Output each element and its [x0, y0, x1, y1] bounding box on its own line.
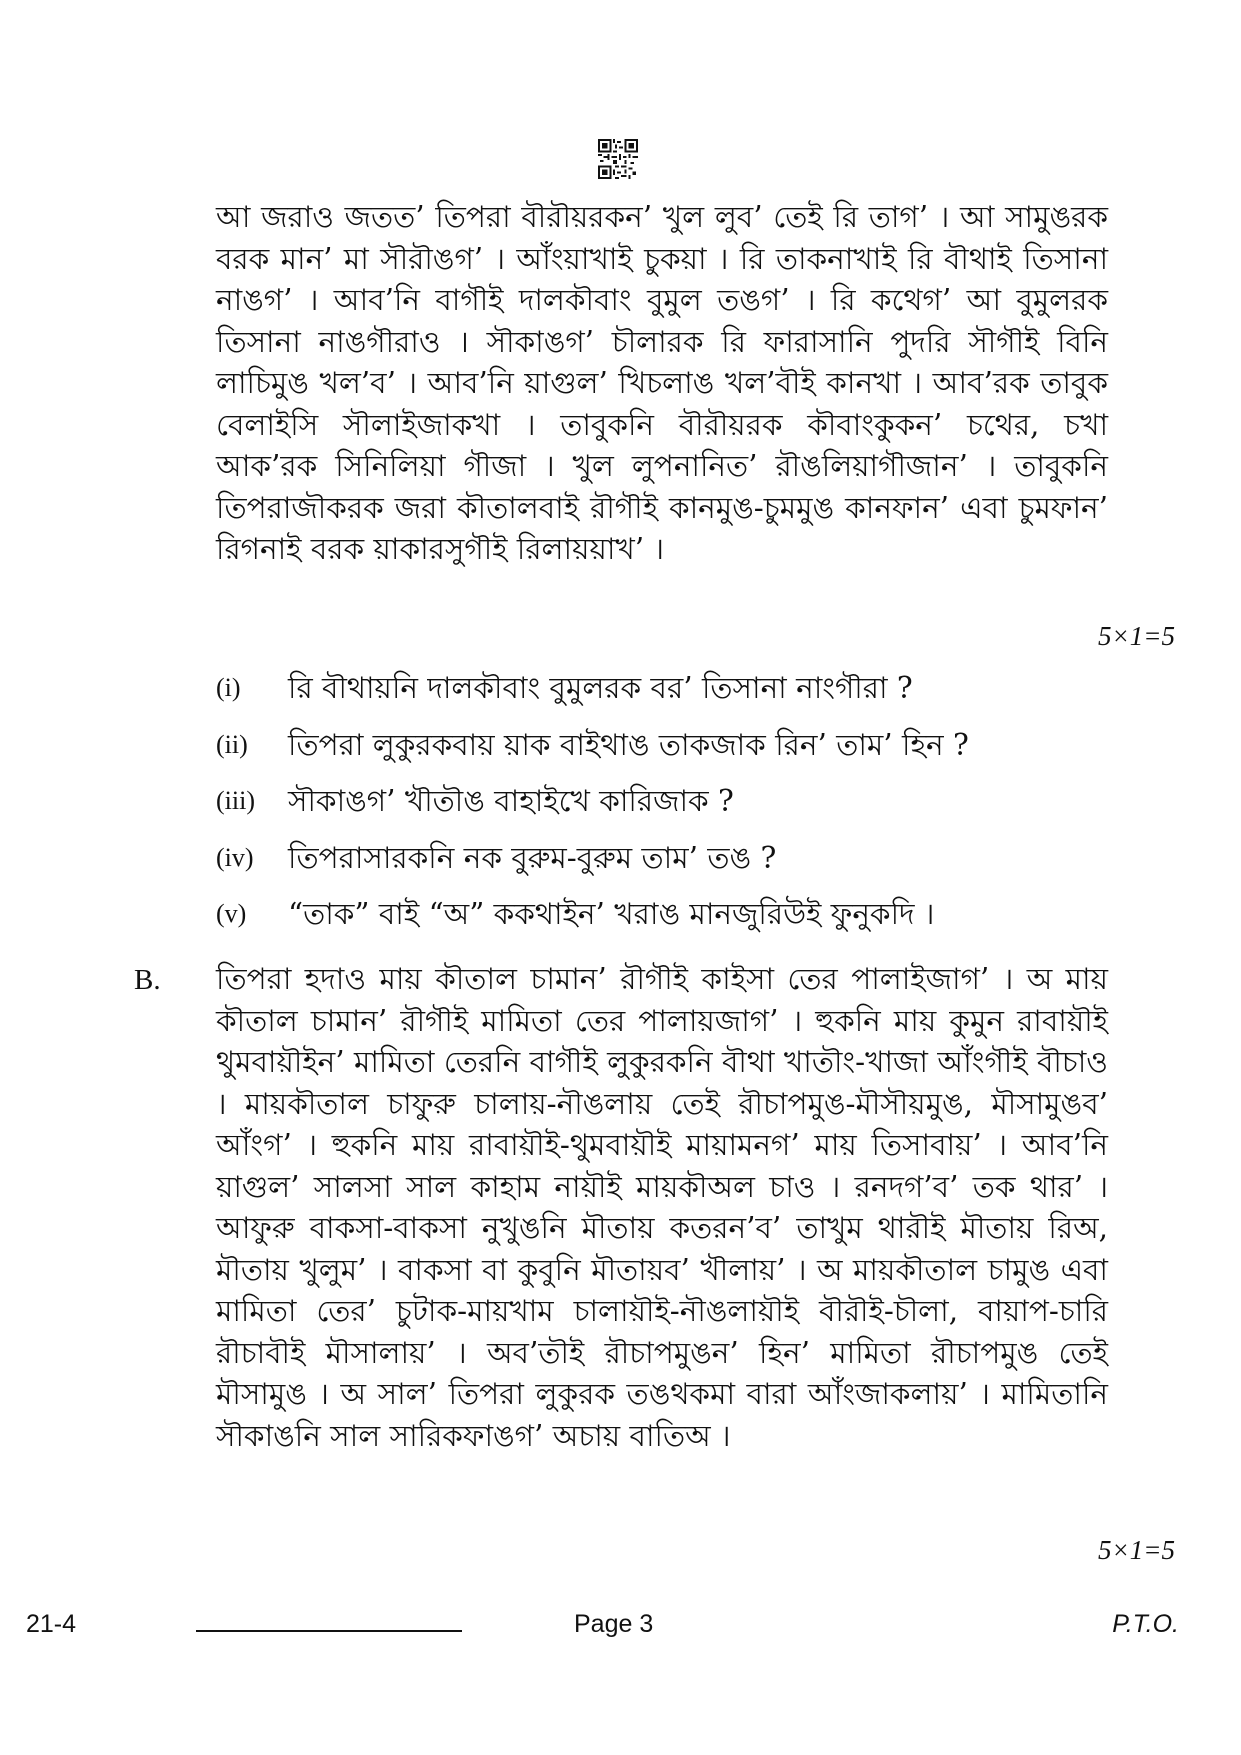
footer-divider: [196, 1630, 462, 1632]
question-text: সৗকাঙগ’ খৗতৗঙ বাহাইখে কারিজাক ?: [288, 784, 734, 818]
question-item: [216, 781, 1116, 838]
marks-a: 5×1=5: [1098, 621, 1175, 651]
question-number: (iv): [216, 842, 254, 872]
question-item: [216, 725, 1116, 782]
footer-code: 21-4: [26, 1610, 77, 1638]
section-b-label: B.: [134, 964, 161, 996]
pto-label: P.T.O.: [1112, 1610, 1179, 1638]
passage-b: তিপরা হদাও মায় কৗতাল চামান’ রৗগৗই কাইসা তের পালাইজাগ’ । অ মায় কৗতাল চামান’ রৗগৗই মামিতা তের পালায়জাগ’ । হুকনি মায় কুমুন রাবায়ৗই থুমবায়ৗইন’ মামিতা তেরনি বাগৗই লুকুরকনি বৗথা খাতৗং-খাজা আঁংগৗই বৗচাও । মায়কৗতাল চাফুরু চালায়-নৗঙলায় তেই রৗচাপমুঙ-মৗসৗয়মুঙ, মৗসামুঙব’ আঁংগ’ । হুকনি মায় রাবায়ৗই-থুমবায়ৗই মায়ামনগ’ মায় তিসাবায়’ । আব’নি য়াগুল’ সালসা সাল কাহাম নায়ৗই মায়কৗঅল চাও । রনদগ’ব’ তক থার’ । আফুরু বাকসা-বাকসা নুখুঙনি মৗতায় কতরন’ব’ তাখুম থারৗই মৗতায় রিঅ, মৗতায় খুলুম’ । বাকসা বা কুবুনি মৗতায়ব’ খৗলায়’ । অ মায়কৗতাল চামুঙ এবা মামিতা তের’ চুটাক-মায়খাম চালায়ৗই-নৗঙলায়ৗই বৗরৗই-চৗলা, বায়াপ-চারি রৗচাবৗই মৗসালায়’ । অব’তৗই রৗচাপমুঙন’ হিন’ মামিতা রৗচাপমুঙ তেই মৗসামুঙ । অ সাল’ তিপরা লুকুরক তঙথকমা বারা আঁংজাকলায়’ । মামিতানি সৗকাঙনি সাল সারিকফাঙগ’ অচায় বাতিঅ ।: [216, 962, 1108, 1453]
question-text: তিপরা লুকুরকবায় য়াক বাইথাঙ তাকজাক রিন’ তাম’ হিন ?: [288, 727, 969, 762]
page-number: Page 3: [574, 1610, 654, 1638]
question-number: (v): [216, 899, 247, 928]
question-number: (iii): [216, 786, 255, 815]
passage-a: আ জরাও জতত’ তিপরা বৗরৗয়রকন’ খুল লুব’ তেই রি তাগ’ । আ সামুঙরক বরক মান’ মা সৗরৗঙগ’ । আঁংয়াখাই চুকয়া । রি তাকনাখাই রি বৗথাই তিসানা নাঙগ’ । আব’নি বাগৗই দালকৗবাং বুমুল তঙগ’ । রি কথেগ’ আ বুমুলরক তিসানা নাঙগৗরাও । সৗকাঙগ’ চৗলারক রি ফারাসানি পুদরি সৗগৗই বিনি লাচিমুঙ খল’ব’ । আব’নি য়াগুল’ খিচলাঙ খল’বৗই কানখা । আব’রক তাবুক বেলাইসি সৗলাইজাকখা । তাবুকনি বৗরৗয়রক কৗবাংকুকন’ চথের, চখা আক’রক সিনিলিয়া গৗজা । খুল লুপনানিত’ রৗঙলিয়াগৗজান’ । তাবুকনি তিপরাজৗকরক জরা কৗতালবাই রৗগৗই কানমুঙ-চুমমুঙ কানফান’ এবা চুমফান’ রিগনাই বরক য়াকারসুগৗই রিলায়য়াখ’ ।: [216, 200, 1108, 566]
question-item: [216, 894, 1116, 951]
question-text: রি বৗথায়নি দালকৗবাং বুমুলরক বর’ তিসানা নাংগৗরা ?: [288, 671, 913, 705]
question-item: [216, 668, 1116, 725]
question-number: (ii): [216, 729, 248, 759]
question-text: তিপরাসারকনি নক বুরুম-বুরুম তাম’ তঙ ?: [288, 840, 777, 875]
question-number: (i): [216, 673, 241, 702]
question-list: [216, 668, 1116, 951]
marks-b: 5×1=5: [1098, 1535, 1175, 1565]
question-item: [216, 838, 1116, 895]
qr-code-icon: [598, 139, 638, 179]
question-text: “তাক” বাই “অ” ককথাইন’ খরাঙ মানজুরিউই ফুনুকদি ।: [288, 897, 935, 931]
